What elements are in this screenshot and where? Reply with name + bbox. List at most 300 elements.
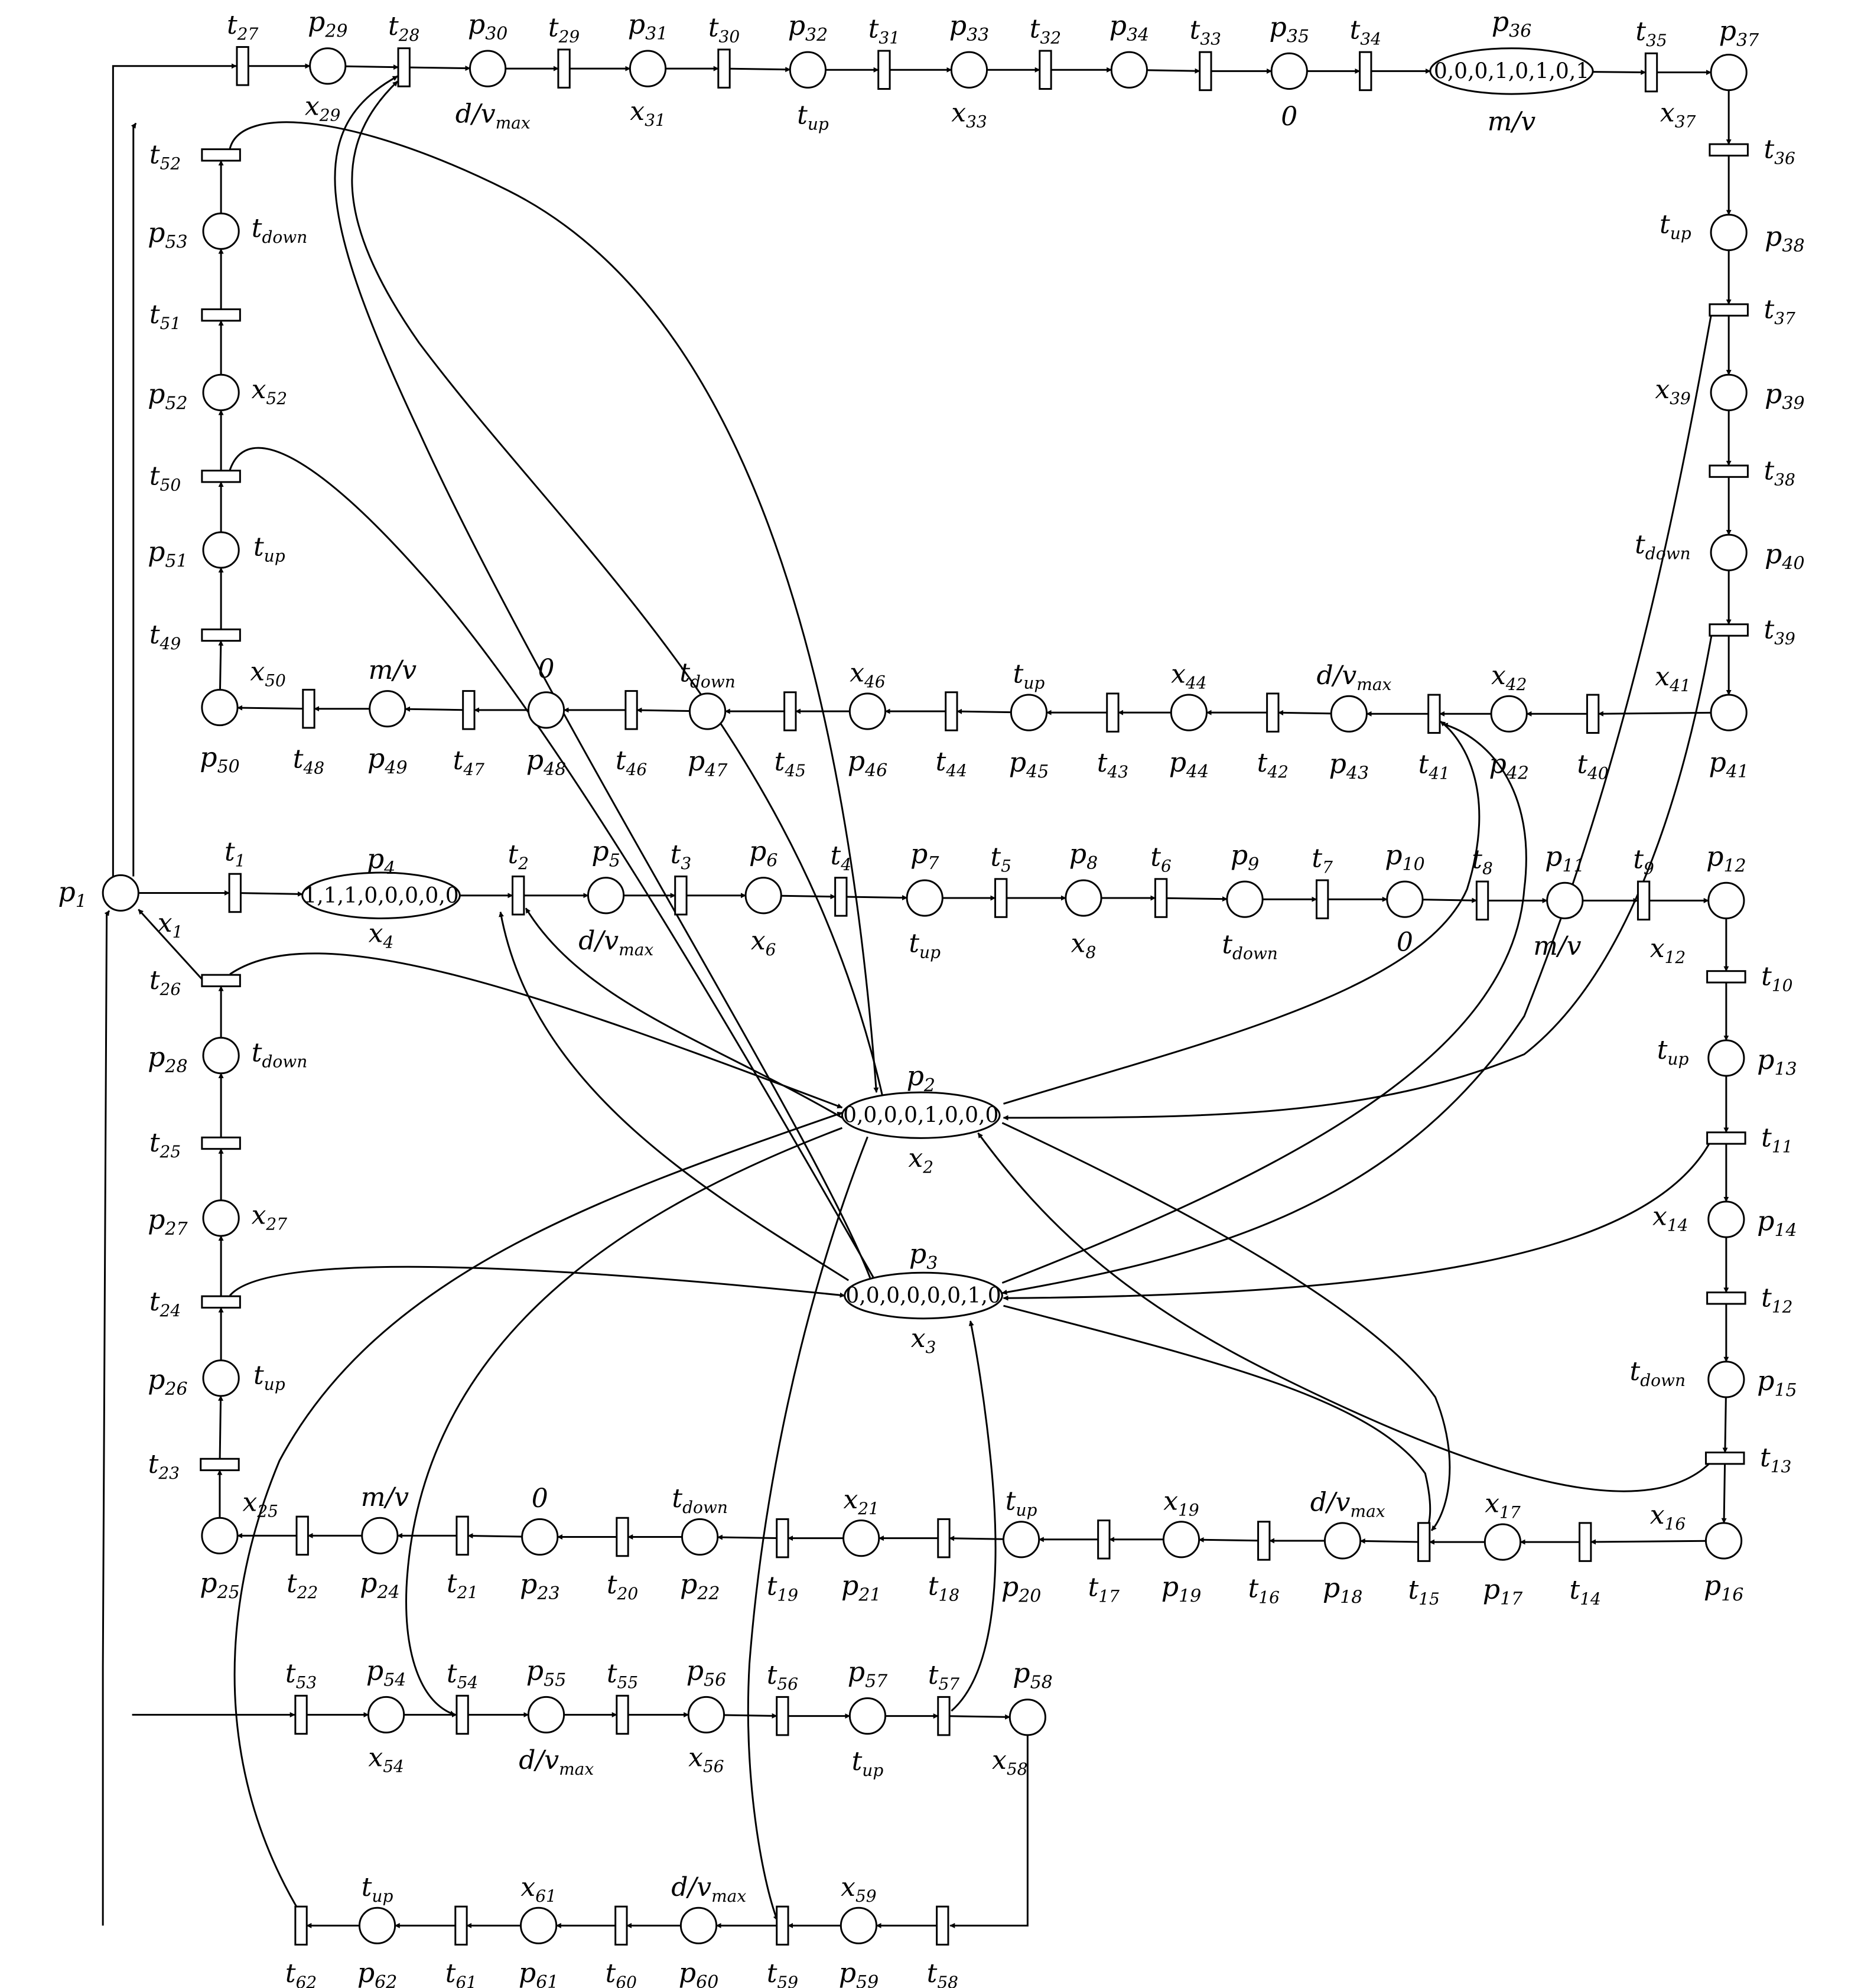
- transition-t55: [617, 1696, 628, 1734]
- transition-label-t61: $t_{61}$: [445, 1958, 477, 1988]
- place-p24: [362, 1518, 398, 1553]
- place-name-p9: $p_9$: [1230, 839, 1260, 876]
- place-note-p37: $x_{37}$: [1660, 97, 1696, 132]
- place-p39: [1711, 375, 1746, 410]
- place-p15: [1709, 1362, 1744, 1397]
- place-name-p17: $p_{17}$: [1482, 1573, 1523, 1609]
- transition-label-t48: $t_{48}$: [292, 744, 325, 778]
- place-note-p55: $d/v_{max}$: [519, 1745, 594, 1779]
- place-note-p47: $t_{down}$: [679, 658, 736, 692]
- place-name-p43: $p_{43}$: [1329, 747, 1369, 784]
- place-p11: [1547, 883, 1583, 918]
- place-name-p19: $p_{19}$: [1161, 1570, 1202, 1607]
- transition-t40: [1587, 695, 1598, 733]
- arc-t62-to-p2: [235, 1112, 842, 1920]
- transition-label-t60: $t_{60}$: [605, 1958, 637, 1988]
- place-name-p22: $p_{22}$: [679, 1568, 720, 1605]
- place-note-p20: $t_{up}$: [1005, 1486, 1037, 1520]
- transition-label-t5: $t_5$: [990, 842, 1011, 876]
- place-note-p50: $x_{50}$: [250, 656, 286, 691]
- place-p62: [359, 1908, 395, 1943]
- arc-p41-t40: [1599, 712, 1711, 714]
- place-p52: [203, 375, 239, 410]
- place-name-p36: $p_{36}$: [1491, 5, 1532, 42]
- transition-label-t12: $t_{12}$: [1761, 1283, 1793, 1317]
- transition-t41: [1429, 695, 1440, 733]
- place-name-p28: $p_{28}$: [147, 1040, 188, 1077]
- place-p10: [1387, 881, 1423, 917]
- place-name-p12: $p_{12}$: [1706, 840, 1746, 877]
- arc-t48-p50: [237, 708, 303, 709]
- transition-t44: [946, 692, 957, 731]
- place-name-p56: $p_{56}$: [686, 1654, 727, 1691]
- place-p56: [688, 1697, 724, 1732]
- place-name-p32: $p_{32}$: [788, 9, 828, 46]
- transition-t29: [558, 50, 570, 88]
- transition-t49: [202, 629, 240, 640]
- place-name-p31: $p_{31}$: [627, 8, 668, 44]
- transition-label-t40: $t_{40}$: [1577, 749, 1609, 783]
- place-name-p48: $p_{48}$: [526, 743, 567, 780]
- transition-t51: [202, 310, 240, 321]
- place-p40: [1711, 535, 1746, 570]
- transition-label-t4: $t_4$: [830, 841, 852, 875]
- place-note-p58: $x_{58}$: [992, 1745, 1028, 1779]
- place-p27: [203, 1200, 239, 1236]
- place-p61: [521, 1908, 557, 1943]
- place-name-p29: $p_{29}$: [307, 5, 348, 42]
- place-tokens-p3: 0,0,0,0,0,0,1,0: [845, 1284, 1001, 1308]
- place-p31: [630, 51, 665, 86]
- place-name-p26: $p_{26}$: [147, 1364, 188, 1400]
- transition-t60: [616, 1906, 627, 1945]
- place-note-p18: $d/v_{max}$: [1310, 1487, 1385, 1521]
- transition-label-t34: $t_{34}$: [1349, 15, 1381, 49]
- transition-t34: [1360, 52, 1371, 90]
- place-name-p44: $p_{44}$: [1169, 746, 1209, 783]
- transition-label-t36: $t_{36}$: [1764, 134, 1795, 168]
- place-p41: [1711, 695, 1746, 730]
- place-p60: [681, 1908, 716, 1943]
- transition-t47: [463, 691, 474, 730]
- place-p34: [1111, 52, 1147, 87]
- transition-t24: [202, 1296, 240, 1307]
- transition-label-t51: $t_{51}$: [149, 300, 181, 334]
- place-p25: [202, 1518, 237, 1553]
- transition-t15: [1418, 1523, 1429, 1561]
- place-name-p13: $p_{13}$: [1757, 1043, 1797, 1080]
- transition-label-t10: $t_{10}$: [1761, 961, 1793, 995]
- place-p37: [1711, 54, 1746, 90]
- place-p53: [203, 213, 239, 249]
- place-p32: [790, 52, 825, 87]
- transition-label-t42: $t_{42}$: [1257, 748, 1289, 782]
- place-name-p16: $p_{16}$: [1703, 1569, 1744, 1606]
- transition-label-t50: $t_{50}$: [149, 461, 181, 495]
- transition-t27: [237, 47, 248, 86]
- transition-t54: [457, 1696, 468, 1734]
- transition-t38: [1710, 466, 1748, 477]
- arc-t52-to-p1: [134, 123, 136, 877]
- place-name-p53: $p_{53}$: [147, 216, 188, 253]
- transition-label-t46: $t_{46}$: [615, 745, 648, 779]
- transition-t61: [456, 1906, 467, 1945]
- place-note-p48: 0: [538, 654, 555, 685]
- place-name-p4: $p_4$: [366, 842, 396, 879]
- transition-t14: [1580, 1523, 1591, 1561]
- transition-t52: [202, 149, 240, 161]
- place-p30: [470, 51, 506, 86]
- transition-t23: [201, 1459, 239, 1470]
- arc-t52-to-p2: [230, 122, 876, 1092]
- place-name-p40: $p_{40}$: [1764, 538, 1805, 574]
- place-note-p57: $t_{up}$: [851, 1746, 884, 1781]
- place-p42: [1491, 696, 1527, 731]
- transition-label-t35: $t_{35}$: [1635, 16, 1667, 50]
- transition-t31: [879, 51, 890, 89]
- transition-t28: [398, 48, 409, 87]
- transition-label-t32: $t_{32}$: [1029, 14, 1062, 48]
- place-name-p52: $p_{52}$: [147, 378, 188, 414]
- transition-t10: [1707, 971, 1746, 982]
- place-note-p12: $x_{12}$: [1649, 933, 1686, 968]
- place-note-p35: 0: [1281, 101, 1298, 132]
- place-p5: [588, 878, 623, 913]
- transition-label-t14: $t_{14}$: [1569, 1574, 1601, 1609]
- transition-label-t31: $t_{31}$: [868, 14, 900, 48]
- transition-t6: [1155, 879, 1166, 917]
- place-p28: [203, 1038, 239, 1073]
- transition-t26: [202, 975, 240, 986]
- arc-p56-t56: [724, 1715, 776, 1716]
- place-note-p56: $x_{56}$: [688, 1742, 724, 1776]
- arc-t26-to-p2: [230, 954, 842, 1108]
- transition-t56: [777, 1697, 788, 1735]
- place-note-p19: $x_{19}$: [1163, 1486, 1199, 1520]
- place-note-p42: $x_{42}$: [1491, 660, 1527, 694]
- place-note-p60: $d/v_{max}$: [671, 1872, 747, 1906]
- nodes-layer: [103, 47, 1748, 1945]
- arc-t57-p58: [949, 1716, 1010, 1717]
- arc-t19-p22: [718, 1537, 777, 1538]
- place-note-p11: m/v: [1533, 930, 1582, 961]
- arc-p45-t44: [957, 711, 1011, 712]
- labels-layer: [58, 6, 1804, 1988]
- place-p45: [1011, 695, 1046, 730]
- arc-p47-t46: [637, 710, 689, 711]
- place-note-p10: 0: [1396, 927, 1413, 958]
- arc-p3-to-t41: [1002, 724, 1526, 1283]
- arc-t11-to-p3: [1004, 1138, 1713, 1298]
- transition-label-t41: $t_{41}$: [1418, 749, 1450, 783]
- place-note-p53: $t_{down}$: [251, 213, 308, 247]
- place-p14: [1709, 1202, 1744, 1237]
- place-note-p9: $t_{down}$: [1222, 929, 1278, 964]
- place-p33: [951, 52, 987, 87]
- place-note-p33: $x_{33}$: [951, 97, 987, 132]
- place-name-p15: $p_{15}$: [1757, 1365, 1797, 1401]
- transition-label-t13: $t_{13}$: [1760, 1443, 1792, 1477]
- transition-t57: [938, 1697, 949, 1735]
- transition-label-t26: $t_{26}$: [149, 965, 181, 999]
- place-note-p59: $x_{59}$: [841, 1872, 877, 1906]
- place-note-p40: $t_{down}$: [1635, 529, 1691, 564]
- place-note-p46: $x_{46}$: [850, 658, 886, 692]
- place-p38: [1711, 214, 1746, 250]
- place-p21: [844, 1521, 879, 1556]
- transition-t58: [937, 1906, 948, 1945]
- place-p49: [370, 691, 405, 727]
- place-name-p57: $p_{57}$: [847, 1655, 888, 1692]
- place-name-p1: $p_1$: [58, 876, 87, 912]
- place-note-p22: $t_{down}$: [672, 1483, 728, 1517]
- transition-label-t44: $t_{44}$: [935, 747, 968, 780]
- transition-t7: [1316, 880, 1328, 919]
- place-name-p2: $p_2$: [906, 1060, 936, 1097]
- transition-label-t17: $t_{17}$: [1088, 1572, 1120, 1606]
- arc-t47-p49: [405, 709, 463, 710]
- arc-t62-to-p1: [103, 911, 109, 1926]
- place-note-p27: $x_{27}$: [251, 1200, 288, 1234]
- place-name-p45: $p_{45}$: [1008, 746, 1049, 783]
- arc-t24-to-p3: [230, 1267, 845, 1296]
- transition-label-t2: $t_2$: [507, 839, 529, 873]
- place-p20: [1004, 1522, 1039, 1557]
- place-name-p61: $p_{61}$: [518, 1957, 559, 1988]
- place-p8: [1066, 880, 1101, 916]
- place-name-p37: $p_{37}$: [1719, 14, 1759, 51]
- place-name-p18: $p_{18}$: [1322, 1571, 1363, 1608]
- place-note-p24: m/v: [360, 1482, 409, 1512]
- transition-t4: [835, 878, 847, 916]
- place-note-p39: $x_{39}$: [1655, 375, 1691, 409]
- place-p9: [1227, 881, 1263, 917]
- place-p50: [202, 689, 237, 725]
- arcs-layer: [103, 66, 1729, 1926]
- transition-t45: [785, 692, 796, 731]
- place-note-p32: $t_{up}$: [797, 100, 829, 134]
- transition-t35: [1645, 53, 1657, 92]
- place-name-p35: $p_{35}$: [1269, 11, 1310, 47]
- place-p57: [850, 1699, 885, 1734]
- place-name-p5: $p_5$: [591, 835, 620, 871]
- place-name-p62: $p_{62}$: [357, 1957, 398, 1988]
- place-note-p36: m/v: [1487, 106, 1536, 137]
- transition-label-t8: $t_8$: [1472, 844, 1493, 879]
- arc-t16-p19: [1199, 1540, 1258, 1541]
- transition-t2: [513, 877, 524, 915]
- transition-label-t24: $t_{24}$: [149, 1286, 181, 1320]
- place-p16: [1706, 1523, 1741, 1558]
- place-p6: [746, 878, 781, 913]
- arc-t23-p26: [220, 1396, 221, 1459]
- place-name-p34: $p_{34}$: [1109, 9, 1150, 46]
- place-note-p52: $x_{52}$: [251, 375, 288, 409]
- transition-label-t55: $t_{55}$: [606, 1658, 639, 1693]
- transition-label-t47: $t_{47}$: [453, 745, 485, 779]
- place-name-p3: $p_3$: [909, 1238, 938, 1274]
- place-name-p21: $p_{21}$: [841, 1569, 881, 1606]
- place-name-p46: $p_{46}$: [847, 745, 888, 781]
- transition-t39: [1710, 624, 1748, 636]
- arc-t50-to-p3: [230, 448, 876, 1283]
- place-note-p3: $x_3$: [910, 1323, 936, 1358]
- place-note-p62: $t_{up}$: [361, 1872, 393, 1906]
- place-p54: [369, 1697, 404, 1732]
- place-note-p13: $t_{up}$: [1657, 1035, 1689, 1069]
- place-p19: [1163, 1522, 1199, 1557]
- place-p51: [203, 532, 239, 568]
- arc-t1-p4: [240, 893, 302, 894]
- transition-t59: [777, 1906, 788, 1945]
- transition-label-t45: $t_{45}$: [774, 747, 806, 780]
- place-p48: [528, 692, 564, 728]
- transition-t3: [675, 877, 687, 915]
- place-tokens-p36: 0,0,0,1,0,1,0,1: [1433, 59, 1590, 84]
- place-name-p60: $p_{60}$: [678, 1957, 719, 1988]
- transition-label-t53: $t_{53}$: [285, 1658, 317, 1693]
- place-p23: [522, 1519, 558, 1554]
- arc-p36-t35: [1593, 72, 1645, 73]
- transition-label-t54: $t_{54}$: [446, 1658, 479, 1693]
- transition-t62: [295, 1906, 307, 1945]
- arc-p15-t13: [1725, 1397, 1726, 1453]
- transition-t1: [229, 874, 240, 912]
- place-p35: [1271, 53, 1307, 89]
- transition-label-t11: $t_{11}$: [1761, 1122, 1793, 1157]
- place-note-p4: $x_4$: [368, 918, 394, 952]
- place-name-p24: $p_{24}$: [360, 1567, 400, 1603]
- transition-label-t16: $t_{16}$: [1248, 1573, 1280, 1608]
- place-p29: [310, 48, 346, 84]
- transition-t20: [617, 1518, 628, 1556]
- place-note-p6: $x_6$: [750, 926, 776, 960]
- transition-label-t25: $t_{25}$: [149, 1128, 181, 1161]
- place-name-p6: $p_6$: [749, 835, 778, 871]
- place-name-p8: $p_8$: [1069, 837, 1098, 874]
- transition-t42: [1267, 694, 1278, 732]
- transition-label-t6: $t_6$: [1150, 842, 1172, 876]
- place-note-p30: $d/v_{max}$: [455, 99, 531, 133]
- transition-label-t21: $t_{21}$: [446, 1569, 479, 1603]
- transition-t16: [1258, 1522, 1270, 1560]
- place-p12: [1709, 883, 1744, 918]
- place-name-p58: $p_{58}$: [1013, 1657, 1053, 1693]
- place-note-p15: $t_{down}$: [1629, 1356, 1686, 1390]
- transition-t17: [1098, 1521, 1110, 1559]
- place-note-p28: $t_{down}$: [251, 1037, 308, 1072]
- transition-label-t56: $t_{56}$: [766, 1660, 799, 1694]
- transition-t43: [1107, 694, 1118, 732]
- transition-label-t9: $t_9$: [1633, 844, 1654, 879]
- place-name-p27: $p_{27}$: [147, 1203, 188, 1240]
- place-note-p7: $t_{up}$: [909, 928, 941, 962]
- place-note-p44: $x_{44}$: [1171, 659, 1207, 693]
- transition-t46: [626, 691, 637, 730]
- place-name-p54: $p_{54}$: [366, 1654, 406, 1691]
- place-tokens-p2: 0,0,0,0,1,0,0,0: [843, 1103, 999, 1128]
- place-note-p45: $t_{up}$: [1013, 659, 1045, 693]
- place-p44: [1171, 695, 1206, 730]
- transition-label-t1: $t_1$: [224, 837, 246, 871]
- transition-t13: [1706, 1453, 1744, 1464]
- place-name-p7: $p_7$: [910, 837, 939, 874]
- arc-p2-to-t54: [406, 1128, 842, 1714]
- arc-p16-t14: [1591, 1541, 1706, 1542]
- transition-t32: [1040, 51, 1051, 89]
- transition-label-t33: $t_{33}$: [1189, 15, 1222, 49]
- place-tokens-p4: 1,1,1,0,0,0,0,0: [303, 883, 459, 908]
- place-p58: [1010, 1700, 1045, 1735]
- arc-p2-to-t2: [526, 908, 842, 1118]
- transition-label-t37: $t_{37}$: [1764, 294, 1795, 328]
- place-p47: [689, 694, 725, 729]
- transition-t50: [202, 471, 240, 482]
- place-note-p54: $x_{54}$: [368, 1742, 404, 1776]
- transition-label-t3: $t_3$: [670, 839, 692, 873]
- place-p55: [528, 1697, 564, 1732]
- transition-label-t22: $t_{22}$: [287, 1569, 318, 1603]
- transition-label-t49: $t_{49}$: [149, 620, 181, 653]
- place-p22: [682, 1519, 718, 1554]
- transition-t33: [1200, 52, 1211, 90]
- place-note-p16: $x_{16}$: [1649, 1499, 1686, 1534]
- transition-label-t62: $t_{62}$: [285, 1958, 317, 1988]
- place-note-p14: $x_{14}$: [1652, 1201, 1688, 1235]
- place-name-p33: $p_{33}$: [949, 9, 990, 46]
- place-p17: [1485, 1524, 1520, 1560]
- transition-t19: [777, 1519, 788, 1557]
- arc-t28-p30: [409, 67, 470, 69]
- transition-label-t39: $t_{39}$: [1764, 614, 1795, 649]
- place-note-p38: $t_{up}$: [1660, 209, 1691, 243]
- place-p26: [203, 1361, 239, 1396]
- place-name-p10: $p_{10}$: [1385, 839, 1425, 876]
- transition-t36: [1710, 144, 1748, 155]
- arc-p2-to-t15: [1002, 1123, 1450, 1531]
- place-note-p49: m/v: [368, 655, 417, 686]
- place-note-p26: $t_{up}$: [253, 1360, 285, 1394]
- place-name-p30: $p_{30}$: [467, 8, 508, 44]
- transition-t37: [1710, 304, 1748, 315]
- arc-t37-to-p3: [1002, 308, 1712, 1293]
- place-p43: [1331, 696, 1367, 731]
- transition-t48: [303, 689, 314, 728]
- place-p7: [907, 880, 942, 916]
- place-name-p41: $p_{41}$: [1709, 746, 1749, 783]
- arc-t57-to-p3: [951, 1321, 995, 1711]
- place-p46: [850, 694, 885, 729]
- place-note-p21: $x_{21}$: [843, 1485, 879, 1519]
- transition-label-t28: $t_{28}$: [388, 11, 420, 45]
- transition-label-t20: $t_{20}$: [606, 1570, 639, 1604]
- place-name-p51: $p_{51}$: [147, 535, 188, 572]
- place-note-p41: $x_{41}$: [1655, 661, 1691, 695]
- place-name-p59: $p_{59}$: [838, 1957, 879, 1988]
- arc-p34-t33: [1147, 70, 1199, 71]
- place-note-p2: $x_2$: [908, 1143, 934, 1177]
- place-note-p61: $x_{61}$: [520, 1872, 557, 1906]
- transition-label-t58: $t_{58}$: [926, 1958, 958, 1988]
- transition-label-t30: $t_{30}$: [708, 12, 740, 47]
- p1-note: $x_1$: [157, 908, 183, 942]
- place-note-p31: $x_{31}$: [630, 96, 666, 131]
- arc-t13-p16: [1724, 1464, 1725, 1523]
- arc-t30-p32: [730, 69, 790, 70]
- place-note-p8: $x_8$: [1071, 928, 1097, 962]
- transition-t30: [718, 50, 730, 88]
- transition-t8: [1476, 881, 1488, 920]
